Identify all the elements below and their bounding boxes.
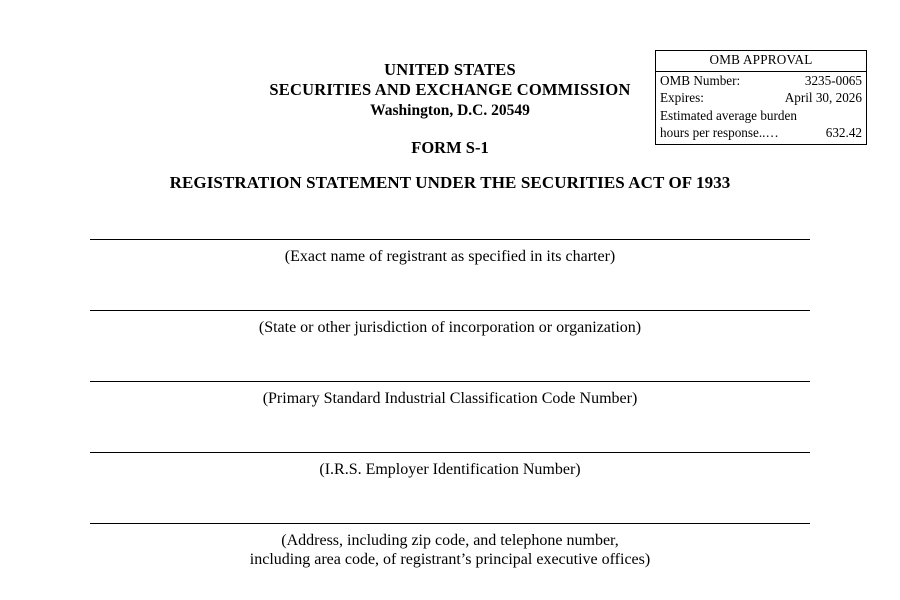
field-irs-ein <box>90 452 810 479</box>
omb-number-label: OMB Number: <box>660 72 741 88</box>
field-caption: (Primary Standard Industrial Classification Code Number) <box>262 390 638 407</box>
field-registrant-name <box>90 239 810 266</box>
header-line-sec: SECURITIES AND EXCHANGE COMMISSION <box>269 80 631 99</box>
omb-expires-label: Expires: <box>660 90 704 105</box>
omb-burden-hours-value: 632.42 <box>825 125 862 140</box>
field-sic-code <box>90 381 810 408</box>
form-number: FORM S-1 <box>411 138 489 157</box>
field-caption: (Address, including zip code, and telephone number, <box>281 532 619 549</box>
omb-burden-label: Estimated average burden <box>660 107 797 123</box>
document-header <box>0 60 900 121</box>
omb-approval-title: OMB APPROVAL <box>656 51 866 72</box>
field-caption: (State or other jurisdiction of incorporation or organization) <box>258 319 642 336</box>
omb-expires-value: April 30, 2026 <box>784 90 862 105</box>
omb-burden-hours-label: hours per response..… <box>660 125 779 140</box>
header-line-washington: Washington, D.C. 20549 <box>370 102 530 119</box>
omb-number-value: 3235-0065 <box>804 72 862 88</box>
field-caption-line2: including area code, of registrant’s principal executive offices) <box>249 551 651 568</box>
field-caption: (Exact name of registrant as specified in its charter) <box>284 248 616 265</box>
field-caption: (I.R.S. Employer Identification Number) <box>319 461 581 478</box>
header-line-united-states: UNITED STATES <box>384 60 516 79</box>
field-jurisdiction <box>90 310 810 337</box>
field-address <box>90 523 810 569</box>
page-title: REGISTRATION STATEMENT UNDER THE SECURITIES ACT OF 1933 <box>169 173 731 192</box>
